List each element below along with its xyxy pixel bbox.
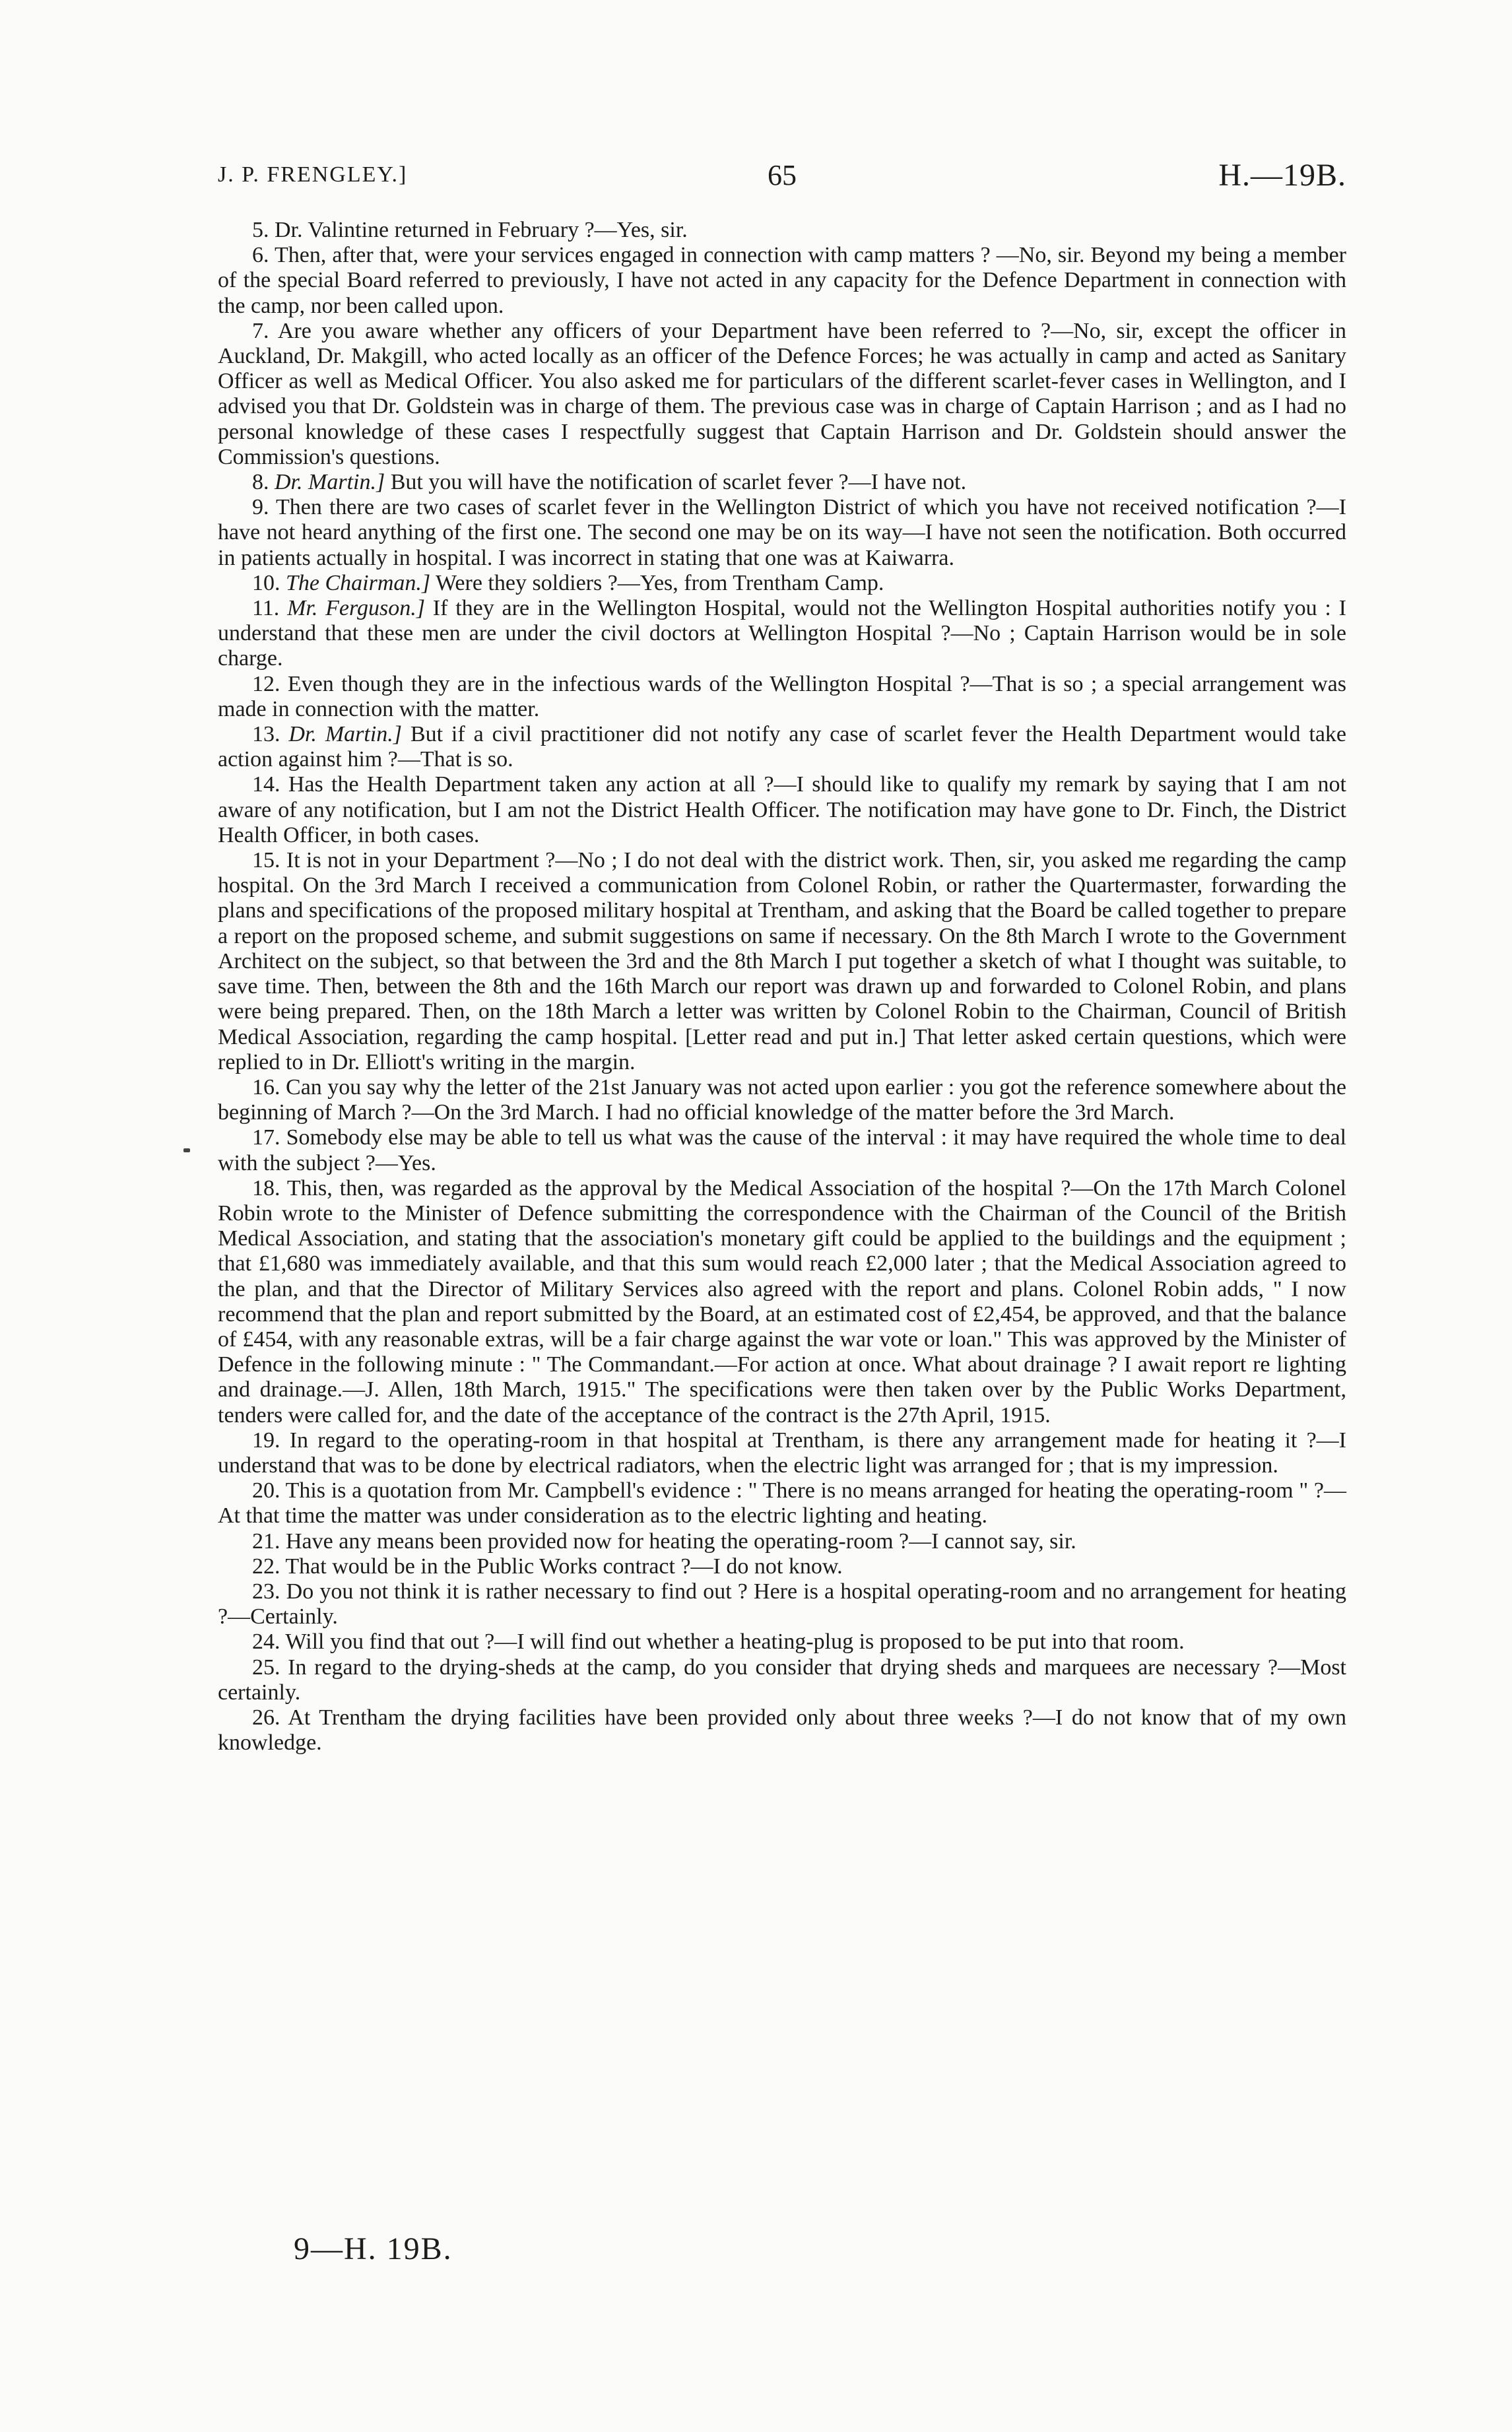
paragraph-number: 10. [252, 570, 280, 595]
paragraph-text: But if a civil practitioner did not notify any case of scarlet fever the Health Department would take action against him ?—That is so. [218, 722, 1347, 772]
paragraph [218, 1579, 1346, 1629]
document-reference: H.—19B. [1218, 158, 1346, 193]
paragraph [218, 1478, 1346, 1528]
speaker-label: The Chairman.] [286, 570, 431, 595]
evidence-body [218, 218, 1346, 1756]
paragraph-number: 6. [252, 243, 269, 268]
paragraph [218, 218, 1346, 243]
paragraph-number: 5. [252, 218, 269, 242]
page-number: 65 [768, 159, 797, 191]
paragraph [218, 319, 1346, 470]
paragraph-text: Dr. Valintine returned in February ?—Yes, sir. [275, 218, 688, 242]
paragraph-number: 20. [252, 1478, 280, 1503]
paragraph-text: Then, after that, were your services engaged in connection with camp matters ? —No, sir. Beyond my being a member of the special Board referred to previously, I have not acted in any capacity for the Defence Department in connection with the camp, nor been called upon. [218, 243, 1347, 318]
paragraph-text: In regard to the drying-sheds at the camp, do you consider that drying sheds and marquees are necessary ?—Most certainly. [218, 1655, 1347, 1705]
paragraph-number: 7. [252, 318, 269, 343]
paragraph [218, 1075, 1346, 1125]
paragraph [218, 672, 1346, 722]
paragraph [218, 1705, 1346, 1756]
page-header [218, 158, 1346, 198]
paragraph-number: 11. [252, 596, 280, 621]
paragraph-text: Can you say why the letter of the 21st January was not acted upon earlier : you got the reference somewhere about the beginning of March ?—On the 3rd March. I had no official knowledge of the matter before the 3rd March. [218, 1074, 1347, 1125]
paragraph-text: Somebody else may be able to tell us what was the cause of the interval : it may have required the whole time to deal with the subject ?—Yes. [218, 1125, 1347, 1175]
paragraph-number: 15. [252, 848, 280, 873]
paragraph [218, 571, 1346, 596]
paragraph-number: 17. [252, 1125, 280, 1150]
paragraph [218, 1655, 1346, 1705]
paragraph-number: 8. [252, 470, 269, 495]
paragraph-text: This, then, was regarded as the approval by the Medical Association of the hospital ?—On the 17th March Colonel Robin wrote to the Minister of Defence submitting the correspondence with the Chairman of the Council of the British Medical Association, and stating that the association's monetary gift could be applied to the buildings and the equipment ; that £1,680 was immediately available, and that this sum would reach £2,000 later ; that the Medical Association agreed to the plan, and that the Director of Military Services also agreed with the report and plans. Colonel Robin adds, " I now recommend that the plan and report submitted by the Board, at an estimated cost of £2,454, be approved, and that the balance of £454, with any reasonable extras, will be a fair charge against the war vote or loan." This was approved by the Minister of Defence in the following minute : " The Commandant.—For action at once. What about drainage ? I await report re lighting and drainage.—J. Allen, 18th March, 1915." The specifications were then taken over by the Public Works Department, tenders were called for, and the date of the acceptance of the contract is the 27th April, 1915. [218, 1175, 1346, 1428]
paragraph-number: 22. [252, 1554, 280, 1579]
paragraph-text: Are you aware whether any officers of your Department have been referred to ?—No, sir, except the officer in Auckland, Dr. Makgill, who acted locally as an officer of the Defence Forces; he was actually in camp and acted as Sanitary Officer as well as Medical Officer. You also asked me for particulars of the different scarlet-fever cases in Wellington, and I advised you that Dr. Goldstein was in charge of them. The previous case was in charge of Captain Harrison ; and as I had no personal knowledge of these cases I respectfully suggest that Captain Harrison and Dr. Goldstein should answer the Commission's questions. [218, 318, 1347, 469]
paragraph-text: Do you not think it is rather necessary to find out ? Here is a hospital operating-room and no arrangement for heating ?—Certainly. [218, 1579, 1347, 1629]
paragraph-number: 14. [252, 772, 280, 797]
margin-mark [183, 1148, 190, 1152]
paragraph [218, 470, 1346, 495]
paragraph [218, 772, 1346, 848]
paragraph [218, 1529, 1346, 1554]
paragraph-text: In regard to the operating-room in that hospital at Trentham, is there any arrangement made for heating it ?—I understand that was to be done by electrical radiators, when the electric light was arranged for ; that is my impression. [218, 1428, 1347, 1478]
paragraph-text: Has the Health Department taken any action at all ?—I should like to qualify my remark by saying that I am not aware of any notification, but I am not the District Health Officer. The notification may have gone to Dr. Finch, the District Health Officer, in both cases. [218, 772, 1346, 847]
paragraph [218, 1125, 1346, 1175]
paragraph-number: 16. [252, 1074, 280, 1100]
paragraph-text: That would be in the Public Works contract ?—I do not know. [285, 1554, 843, 1579]
paragraph-text: It is not in your Department ?—No ; I do not deal with the district work. Then, sir, you asked me regarding the camp hospital. On the 3rd March I received a communication from Colonel Robin, or rather the Quartermaster, forwarding the plans and specifications of the proposed military hospital at Trentham, and asking that the Board be called together to prepare a report on the proposed scheme, and submit suggestions on same if necessary. On the 8th March I wrote to the Government Architect on the subject, so that between the 3rd and the 8th March I put together a sketch of what I thought was suitable, to save time. Then, between the 8th and the 16th March our report was drawn up and forwarded to Colonel Robin, and plans were being prepared. Then, on the 18th March a letter was written by Colonel Robin to the Chairman, Council of British Medical Association, regarding the camp hospital. [Letter read and put in.] That letter asked certain questions, which were replied to in Dr. Elliott's writing in the margin. [218, 848, 1347, 1074]
paragraph-text: Even though they are in the infectious wards of the Wellington Hospital ?—That is so ; a special arrangement was made in connection with the matter. [218, 671, 1346, 721]
paragraph-text: Were they soldiers ?—Yes, from Trentham Camp. [436, 570, 884, 595]
paragraph-number: 13. [252, 722, 280, 747]
paragraph-number: 21. [252, 1528, 280, 1554]
paragraph-number: 19. [252, 1428, 280, 1453]
paragraph [218, 1629, 1346, 1655]
paragraph-text: This is a quotation from Mr. Campbell's evidence : " There is no means arranged for heating the operating-room " ?—At that time the matter was under consideration as to the electric lighting and heating. [218, 1478, 1346, 1528]
paragraph-number: 18. [252, 1175, 280, 1200]
paragraph-number: 26. [252, 1705, 280, 1730]
paragraph [218, 243, 1346, 319]
paragraph [218, 1176, 1346, 1428]
speaker-label: Dr. Martin.] [288, 722, 402, 747]
speaker-label: Mr. Ferguson.] [287, 596, 425, 621]
paragraph [218, 495, 1346, 571]
paragraph [218, 1428, 1346, 1478]
paragraph-number: 9. [252, 495, 269, 520]
paragraph-text: Will you find that out ?—I will find out whether a heating-plug is proposed to be put into that room. [285, 1629, 1185, 1655]
paragraph [218, 596, 1346, 672]
paragraph [218, 1554, 1346, 1579]
paragraph-number: 25. [252, 1655, 280, 1680]
speaker-label: Dr. Martin.] [275, 470, 385, 495]
paragraph-text: At Trentham the drying facilities have been provided only about three weeks ?—I do not know that of my own knowledge. [218, 1705, 1346, 1756]
paragraph [218, 722, 1346, 772]
paragraph-text: If they are in the Wellington Hospital, would not the Wellington Hospital authorities notify you : I understand that these men are under the civil doctors at Wellington Hospital ?—No ; Captain Harrison would be in sole charge. [218, 596, 1347, 671]
paragraph-number: 24. [252, 1629, 280, 1655]
signature-mark: 9—H. 19B. [294, 2231, 453, 2266]
paragraph-text: Then there are two cases of scarlet fever in the Wellington District of which you have not received notification ?—I have not heard anything of the first one. The second one may be on its way—I have not seen the notification. Both occurred in patients actually in hospital. I was incorrect in stating that one was at Kaiwarra. [218, 495, 1346, 570]
paragraph-text: Have any means been provided now for heating the operating-room ?—I cannot say, sir. [286, 1528, 1076, 1554]
paragraph [218, 848, 1346, 1075]
witness-name: J. P. FRENGLEY.] [218, 162, 408, 187]
paragraph-text: But you will have the notification of scarlet fever ?—I have not. [390, 470, 967, 495]
paragraph-number: 23. [252, 1579, 280, 1604]
paragraph-number: 12. [252, 671, 280, 696]
